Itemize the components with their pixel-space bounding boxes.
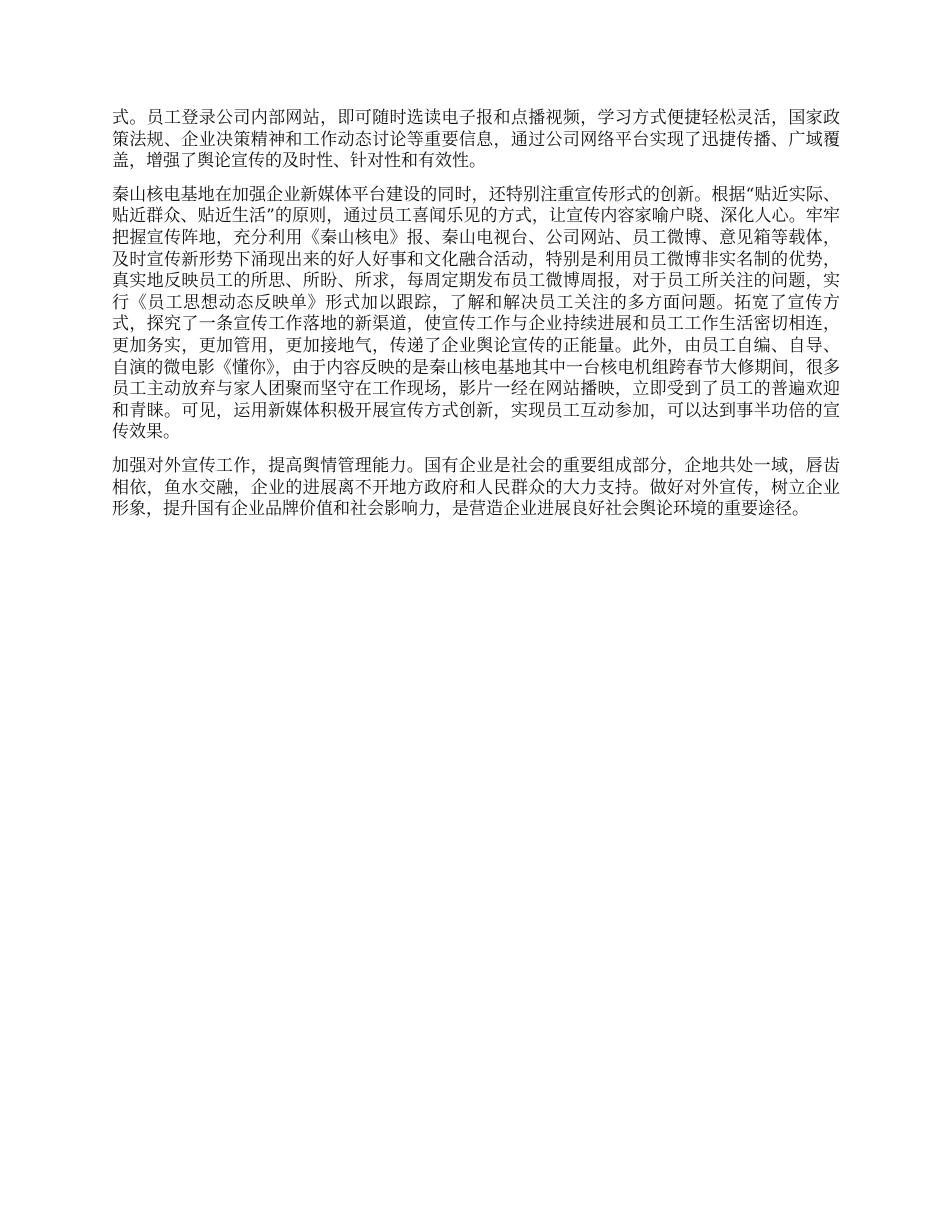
paragraph-publicity-innovation: 秦山核电基地在加强企业新媒体平台建设的同时，还特别注重宣传形式的创新。根据“贴近实际、贴近群众、贴近生活”的原则，通过员工喜闻乐见的方式，让宣传内容家喻户晓、深化人心。牢牢把握宣传阵地，充分利用《秦山核电》报、秦山电视台、公司网站、员工微博、意见箱等载体，及时宣传新形势下涌现出来的好人好事和文化融合活动，特别是利用员工微博非实名制的优势，真实地反映员工的所思、所盼、所求，每周定期发布员工微博周报，对于员工所关注的问题，实行《员工思想动态反映单》形式加以跟踪，了解和解决员工关注的多方面问题。拓宽了宣传方式，探究了一条宣传工作落地的新渠道，使宣传工作与企业持续进展和员工工作生活密切相连，更加务实，更加管用，更加接地气，传递了企业舆论宣传的正能量。此外，由员工自编、自导、自演的微电影《懂你》，由于内容反映的是秦山核电基地其中一台核电机组跨春节大修期间，很多员工主动放弃与家人团聚而坚守在工作现场，影片一经在网站播映，立即受到了员工的普遍欢迎和青睐。可见，运用新媒体积极开展宣传方式创新，实现员工互动参加，可以达到事半功倍的宣传效果。 bbox=[112, 184, 840, 443]
paragraph-online-platform: 式。员工登录公司内部网站，即可随时选读电子报和点播视频，学习方式便捷轻松灵活，国家政策法规、企业决策精神和工作动态讨论等重要信息，通过公司网络平台实现了迅捷传播、广域覆盖，增强了舆论宣传的及时性、针对性和有效性。 bbox=[112, 108, 840, 172]
paragraph-external-publicity: 加强对外宣传工作，提高舆情管理能力。国有企业是社会的重要组成部分，企地共处一域，唇齿相依，鱼水交融，企业的进展离不开地方政府和人民群众的大力支持。做好对外宣传，树立企业形象，提升国有企业品牌价值和社会影响力，是营造企业进展良好社会舆论环境的重要途径。 bbox=[112, 455, 840, 520]
